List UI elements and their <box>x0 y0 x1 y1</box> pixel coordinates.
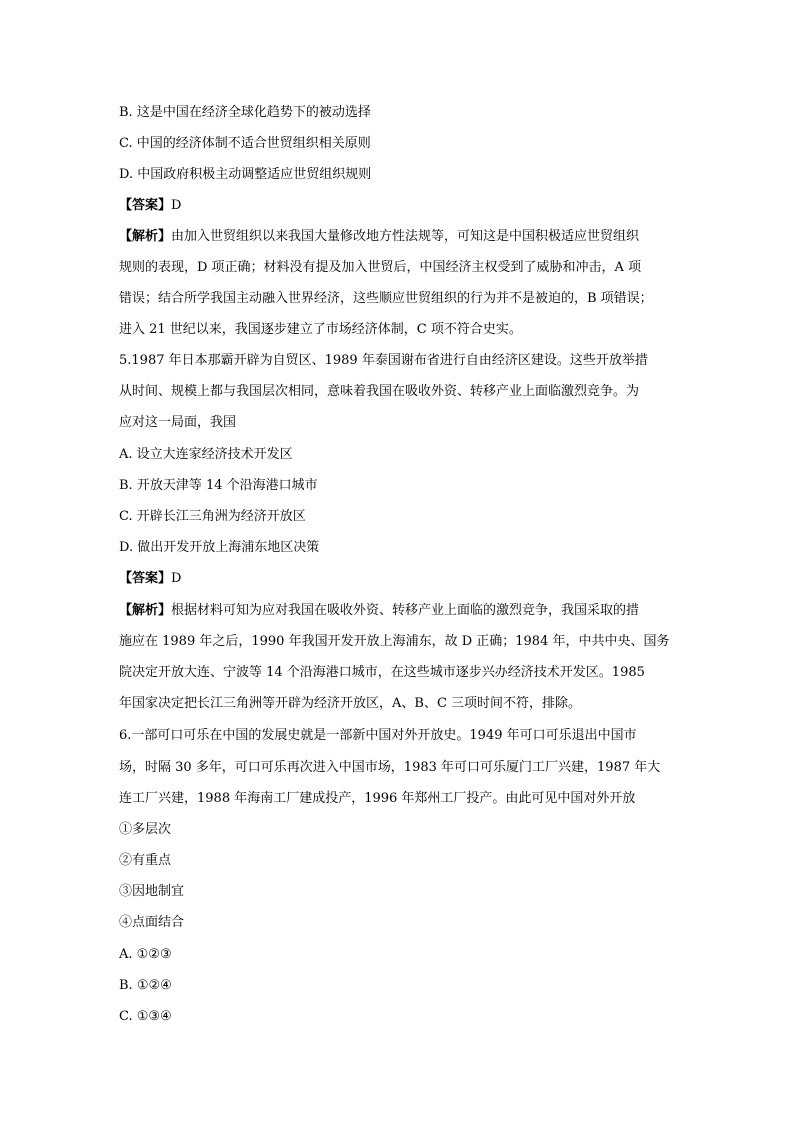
q5-analysis-line-4: 年国家决定把长江三角洲等开辟为经济开放区，A、B、C 三项时间不符，排除。 <box>119 696 582 711</box>
q4-analysis-line-1 <box>119 228 679 246</box>
analysis-tag: 【解析】 <box>119 603 172 618</box>
q5-answer <box>119 570 679 588</box>
answer-tag: 【答案】 <box>119 198 172 213</box>
analysis-tag: 【解析】 <box>119 229 172 244</box>
answer-tag: 【答案】 <box>119 571 172 586</box>
q5-analysis-line-2: 施应在 1989 年之后，1990 年我国开发开放上海浦东，故 D 正确；1984 年，中共中央、国务 <box>119 634 670 649</box>
q4-option-b: B. 这是中国在经济全球化趋势下的被动选择 <box>119 105 371 120</box>
q5-analysis-line-3: 院决定开放大连、宁波等 14 个沿海港口城市，在这些城市逐步兴办经济技术开发区。1985 <box>119 665 645 680</box>
q5-analysis-line-1 <box>119 602 679 620</box>
q6-stem-line-1: 6.一部可口可乐在中国的发展史就是一部新中国对外开放史。1949 年可口可乐退出中国市 <box>119 728 637 743</box>
q6-stem-line-2: 场，时隔 30 多年，可口可乐再次进入中国市场，1983 年可口可乐厦门工厂兴建，1987 年大 <box>119 760 661 775</box>
q5-stem-line-1: 5.1987 年日本那霸开辟为自贸区、1989 年泰国谢布省进行自由经济区建设。这些开放举措 <box>119 353 648 368</box>
q4-option-d: D. 中国政府积极主动调整适应世贸组织规则 <box>119 167 372 182</box>
q6-option-c: C. ①③④ <box>119 1009 172 1024</box>
q5-option-c: C. 开辟长江三角洲为经济开放区 <box>119 509 306 524</box>
q4-option-c: C. 中国的经济体制不适合世贸组织相关原则 <box>119 136 371 151</box>
q6-item-3: ③因地制宜 <box>119 884 185 899</box>
q6-item-1: ①多层次 <box>119 822 172 837</box>
q6-item-4: ④点面结合 <box>119 915 185 930</box>
q5-option-b: B. 开放天津等 14 个沿海港口城市 <box>119 478 318 493</box>
analysis-text: 由加入世贸组织以来我国大量修改地方性法规等，可知这是中国积极适应世贸组织 <box>171 229 640 244</box>
q5-option-a: A. 设立大连家经济技术开发区 <box>119 447 293 462</box>
q5-option-d: D. 做出开发开放上海浦东地区决策 <box>119 540 320 555</box>
analysis-text: 根据材料可知为应对我国在吸收外资、转移产业上面临的激烈竞争，我国采取的措 <box>171 603 640 618</box>
answer-value: D <box>171 571 182 586</box>
q5-stem-line-3: 应对这一局面，我国 <box>119 415 237 430</box>
q4-analysis-line-3: 错误；结合所学我国主动融入世界经济，这些顺应世贸组织的行为并不是被迫的，B 项错误； <box>119 291 653 306</box>
q6-stem-line-3: 连工厂兴建，1988 年海南工厂建成投产，1996 年郑州工厂投产。由此可见中国对外开放 <box>119 791 636 806</box>
q5-stem-line-2: 从时间、规模上都与我国层次相同，意味着我国在吸收外资、转移产业上面临激烈竞争。为 <box>119 384 640 399</box>
answer-value: D <box>171 198 182 213</box>
q4-analysis-line-4: 进入 21 世纪以来，我国逐步建立了市场经济体制，C 项不符合史实。 <box>119 322 522 337</box>
q4-answer <box>119 197 679 215</box>
q6-option-b: B. ①②④ <box>119 978 172 993</box>
q6-item-2: ②有重点 <box>119 853 172 868</box>
q4-analysis-line-2: 规则的表现，D 项正确；材料没有提及加入世贸后，中国经济主权受到了威胁和冲击，A 项 <box>119 260 642 275</box>
q6-option-a: A. ①②③ <box>119 947 172 962</box>
